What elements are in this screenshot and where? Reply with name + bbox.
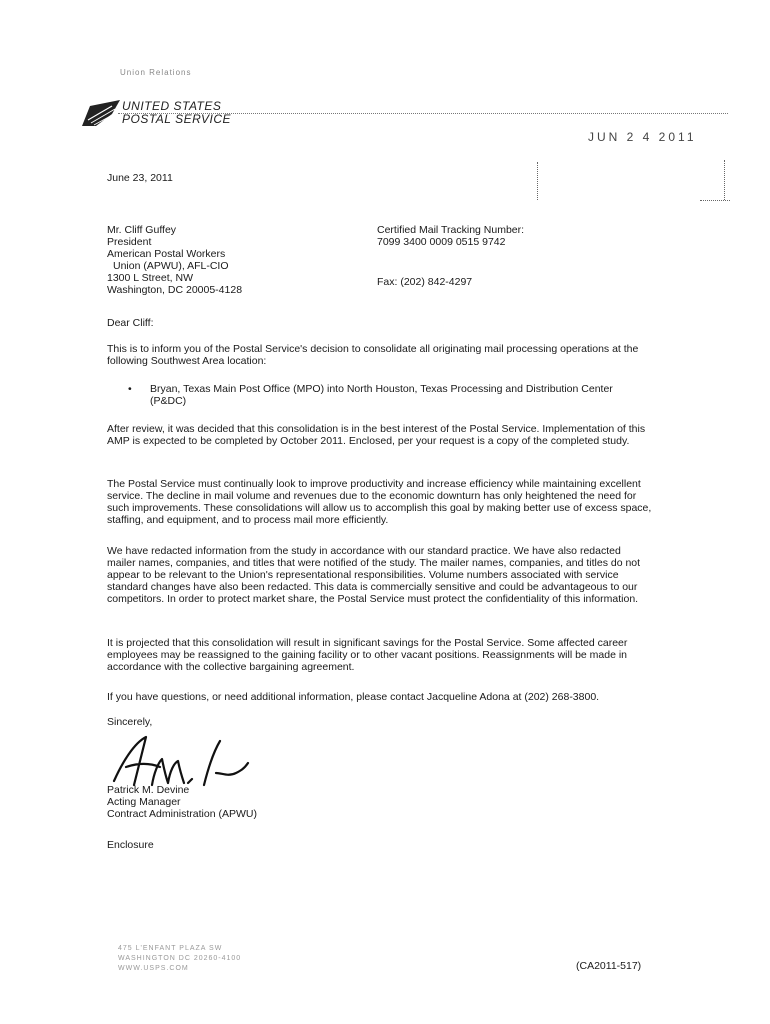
signer-title: Acting Manager bbox=[107, 796, 181, 808]
tracking-block bbox=[377, 224, 524, 248]
recipient-line: 1300 L Street, NW bbox=[107, 272, 193, 284]
bullet-icon: • bbox=[128, 383, 132, 395]
stamp-frame-right bbox=[724, 160, 726, 200]
recipient-address bbox=[107, 224, 242, 296]
footer-address-line: 475 L'ENFANT PLAZA SW bbox=[118, 945, 223, 952]
signer-name: Patrick M. Devine bbox=[107, 784, 190, 796]
paragraph-1: This is to inform you of the Postal Service's decision to consolidate all originating mail processing operations at the following Southwest Area location: bbox=[107, 343, 639, 367]
received-stamp-date: JUN 2 4 2011 bbox=[588, 130, 697, 144]
footer-address bbox=[118, 944, 241, 974]
paragraph-4: We have redacted information from the study in accordance with our standard practice. We have also redacted mailer names, companies, and titles that were notified of the study. The mailer names, companies, and titles do not appear to be relevant to the Union's representational responsibilities. Volume numbers associated with service standard changes have also been redacted. This data is commercially sensitive and could be advantageous to our competitors. In order to protect market share, the Postal Service must protect the confidentiality of this information. bbox=[107, 545, 641, 605]
org-name-line1: UNITED STATES bbox=[122, 99, 222, 113]
department-label: Union Relations bbox=[120, 68, 192, 77]
bullet-text: Bryan, Texas Main Post Office (MPO) into North Houston, Texas Processing and Distribution Center (P&DC) bbox=[150, 383, 613, 407]
enclosure-note: Enclosure bbox=[107, 839, 154, 851]
footer-address-line: WASHINGTON DC 20260-4100 bbox=[118, 955, 242, 962]
reference-number: (CA2011-517) bbox=[576, 960, 642, 972]
stamp-frame-left bbox=[537, 162, 539, 200]
letterhead-rule bbox=[118, 113, 728, 114]
paragraph-2: After review, it was decided that this consolidation is in the best interest of the Postal Service. Implementation of this AMP is expected to be completed by October 2011. Enclosed, per your request is a copy of the completed study. bbox=[107, 423, 646, 447]
recipient-line: Mr. Cliff Guffey bbox=[107, 224, 177, 236]
paragraph-3: The Postal Service must continually look to improve productivity and increase efficiency while maintaining excellent service. The decline in mail volume and revenues due to the economic downturn has only heightened the need for such improvements. These consolidations will allow us to accomplish this goal by making better use of excess space, staffing, and equipment, and to process mail more efficiently. bbox=[107, 478, 652, 526]
footer-address-line: WWW.USPS.COM bbox=[118, 965, 189, 972]
recipient-line: American Postal Workers bbox=[107, 248, 226, 260]
usps-eagle-logo bbox=[82, 100, 120, 126]
recipient-line: President bbox=[107, 236, 152, 248]
paragraph-6: If you have questions, or need additional information, please contact Jacqueline Adona at (202) 268-3800. bbox=[107, 691, 600, 703]
salutation: Dear Cliff: bbox=[107, 317, 154, 329]
tracking-number: 7099 3400 0009 0515 9742 bbox=[377, 236, 506, 248]
recipient-line: Union (APWU), AFL-CIO bbox=[113, 260, 229, 272]
org-name-line2: POSTAL SERVICE bbox=[122, 112, 232, 126]
closing: Sincerely, bbox=[107, 716, 153, 728]
paragraph-5: It is projected that this consolidation will result in significant savings for the Postal Service. Some affected career employees may be reassigned to the gaining facility or to other vacant positions. Reassignments will be made in accordance with the collective bargaining agreement. bbox=[107, 637, 628, 673]
recipient-line: Washington, DC 20005-4128 bbox=[107, 284, 243, 296]
signer-block bbox=[107, 784, 257, 820]
bullet-item bbox=[128, 383, 638, 407]
letter-date: June 23, 2011 bbox=[107, 172, 173, 184]
fax-number: Fax: (202) 842-4297 bbox=[377, 276, 473, 288]
tracking-label: Certified Mail Tracking Number: bbox=[377, 224, 525, 236]
stamp-frame-bottom bbox=[700, 200, 730, 201]
signer-department: Contract Administration (APWU) bbox=[107, 808, 257, 820]
